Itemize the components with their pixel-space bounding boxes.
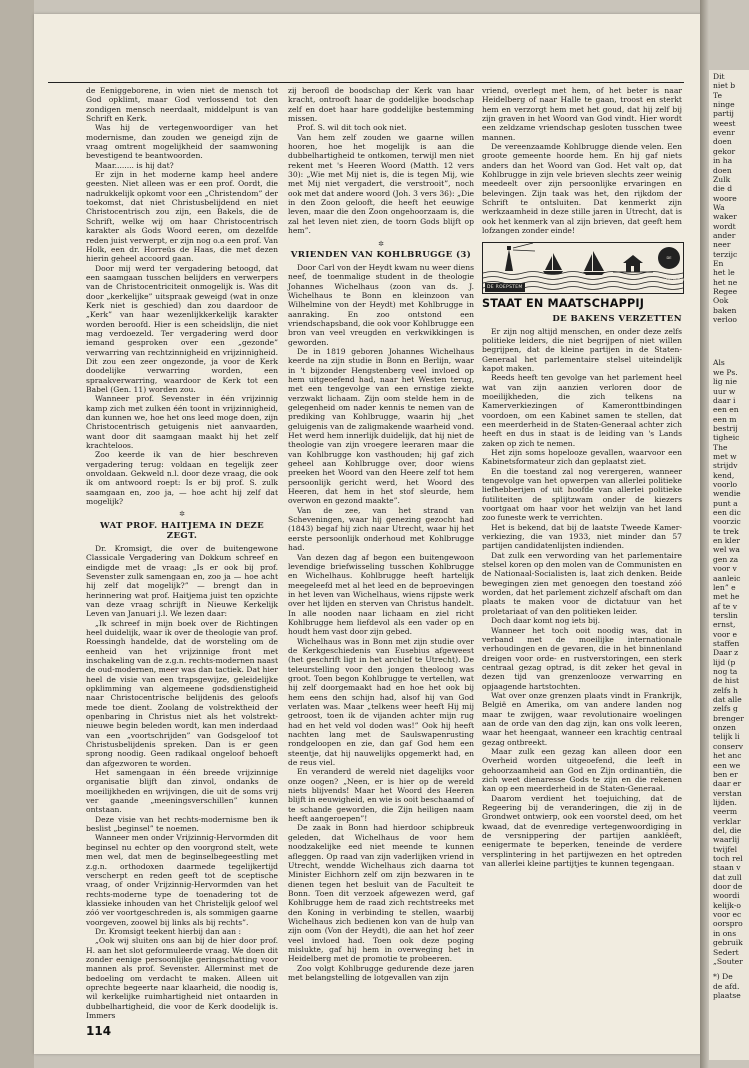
paragraph: Door mij werd ter vergadering betoogd, dat een saamgaan tusschen belijders en verwerpers van de Christocentriciteit onmogelijk is. Was dit door „kerkelijke” uitspraak geweigd (wat in onze Kerk niet is geschied) dan zou daardoor de „Kerk” van haar wezenlijkkerkelijk karakter worden beroofd. Hier is een scheidslijn, die niet mag verdoezeld. Ter vergadering werd door iemand gesproken over een „gezonde” verwarring van rechtzinnigheid en vrijzinnigheid. Dit zou een zeer ongezonde, ja voor de Kerk doodelijke verwarring worden, een spraakverwarring, waardoor de Kerk tot een Babel (Gen. 11) worden zou.: [86, 263, 278, 394]
adjacent-page-line: staffen: [713, 638, 740, 648]
adjacent-page-line: toch rel: [713, 854, 743, 863]
adjacent-page-line: in ha: [713, 156, 733, 166]
paragraph: Wanneer men onder Vrijzinnig-Hervormden dit beginsel nu echter op den voorgrond stelt, wete men wel, dat men de beginselbegeestling met z.g.n. orthodoxen daarmede tegelijkertijd verscherpt en reden geeft tot de sceptische vraag, of onder Vrijzinnig-Hervormden van het rechts-moderne type de toenadering tot de klassieke inhouden van het Christelijk geloof wel zóó ver voortgeschreden is, als sommigen gaarne voorgeven, zoowel bij links als bij rechts”.: [86, 833, 278, 927]
adjacent-page-line: Zulk: [713, 174, 731, 184]
adjacent-page-line: we Ps.: [713, 367, 738, 377]
paragraph: Wichelhaus was in Bonn met zijn studie over de Kerkgeschiedenis van Eusebius afgeweest (het geschrift ligt in het archief te Utrecht). De teleurstelling voor den jongen theoloog was groot. Toen begon Kohlbrugge te vertellen, wat hij zelf doorgemaakt had en hoe het ook bij hem eens den schijn had, alsof hij van God verlaten was. Maar „telkens weer heeft Hij mij getroost, toen ik de vijanden achter mijn rug had en het veld vol doden was!” Ook hij heeft nachten lang met de Saulswapenrusting rondgeloopen en zie, dan gaf God hem een steentje, dat hij nauwelijks opgemerkt had, en de reus viel.: [288, 636, 474, 768]
paragraph: Het samengaan in één breede vrijzinnige organisatie blijft dan zinvol, ondanks de moeilijkheden en wrijvingen, die uit de soms vrij ver gaande „meeningsverschillen” kunnen ontstaan.: [86, 768, 278, 815]
paragraph: Zoo volgt Kohlbrugge gedurende deze jaren met belangstelling de lotgevallen van zijn: [288, 963, 474, 982]
paragraph: Wanneer het toch ooit noodig was, dat in verband met de moeilijke internationale verhoudingen en de gevaren, die in het binnenland dreigen voor orde- en rustverstoringen, een sterk centraal gezag optrad, is dit zeker het geval in dezen tijd van grenzenlooze verwarring en opjaagende hartstochten.: [482, 625, 682, 691]
adjacent-page-line: tigheic: [713, 433, 740, 443]
adjacent-page-line: len” e: [713, 582, 736, 592]
paragraph: Daarom verdient het toejuiching, dat de Regeering bij de veranderingen, die zij in de Grondwet ontwierp, ook een voorstel deed, om het kwaad, dat de evenredige vertegenwoordiging in de versnippering der partijen aanklëeft, eenigermate te beperken, teneinde de verdere versplintering in het partijwezen en het optreden van allerlei kleine partijtjes te kunnen tegengaan.: [482, 793, 682, 869]
paragraph: zij beroofl de boodschap der Kerk van haar kracht, ontrooft haar de goddelijke boodschap zelf en doet haar hare goddelijke bestemming missen.: [288, 86, 474, 124]
adjacent-page-line: neer: [713, 240, 731, 250]
paragraph: De vereenzaamde Kohlbrugge diende velen. Een groote gemeente hoorde hem. En hij gaf niets anders dan het Woord van God. Het valt op, dat Kohlbrugge in zijn vele brieven slechts zeer weinig meedeelt over zijn persoonlijke ervaringen en belevingen. Zijn taak was het, den rijkdom der Schrift te ontsluiten. Dat kenmerkt zijn werkzaamheid in deze stille jaren in Utrecht, dat is ook het kenmerk van al zijn brieven, dat geeft hem lofzangen zonder einde!: [482, 142, 682, 236]
adjacent-page-line: verloo: [713, 315, 737, 325]
adjacent-page-line: Daar z: [713, 648, 739, 658]
adjacent-page-line: ninge: [713, 100, 735, 110]
adjacent-page-line: nog ta: [713, 667, 738, 676]
paragraph: Door Carl von der Heydt kwam nu weer diens neef, de toenmalige student in de theologie Johannes Wichelhaus (zoon van ds. J. Wichelhaus te Bonn en kleinzoon van Wilhelmine von der Heydt) met Kohlbrugge in aanraking. En zoo ontstond een vriendschapsband, die ook voor Kohlbrugge een bron van veel vreugden en verkwikkingen is geworden.: [288, 262, 474, 347]
sun-emblem: DE NEDERLANDER: [658, 247, 680, 269]
adjacent-page-line: voor ec: [713, 910, 742, 920]
adjacent-page-line: de afd.: [713, 981, 740, 991]
adjacent-page-line: ben er: [713, 769, 738, 779]
adjacent-page: [708, 70, 749, 1060]
adjacent-page-line: veerm: [713, 807, 738, 817]
paragraph: Er zijn nog altijd menschen, en onder deze zelfs politieke leiders, die niet begrijpen of niet willen begrijpen, dat de kleine partijen in de Staten-Generaal het parlementaire stelsel uiteindelijk kapot maken.: [482, 326, 682, 373]
adjacent-page-line: gen za: [713, 554, 739, 564]
paragraph: Deze visie van het rechts-modernisme ben ik beslist „beginsel” te noemen.: [86, 814, 278, 834]
paragraph: Wanneer prof. Sevenster in één vrijzinnig kamp zich met zulken één toont in vrijzinnigheid, dan kunnen we, hoe het ons leed moge doen, zijn Christocentrisch getuigenis niet aanvaarden, want door dit saamgaan maakt hij het zelf krachteloos.: [86, 394, 278, 451]
paragraph: Dr. Kromsigt, die over de buitengewone Classicale Vergadering van Dokkum schreef en eindigde met de vraag: „Is er ook bij prof. Sevenster zulk samengaan en, zoo ja — hoe acht hij zelf dat mogelijk?” — brengt dan in herinnering wat prof. Haitjema juist ten opzichte van deze vraag schrijft in Nieuwe Kerkelijk Leven van Januari j.l. We lezen daar:: [86, 543, 278, 619]
paragraph: Was hij de vertegenwoordiger van het modernisme, dan zouden we geneigd zijn de vraag omtrent mogelijkheid der saamwoning bevestigend te beantwoorden.: [86, 123, 278, 161]
paragraph: Het is bekend, dat bij de laatste Tweede Kamer-verkiezing, die van 1933, niet minder dan 57 partijen candidatenlijsten indienden.: [482, 522, 682, 551]
paragraph: Maar........ is hij dat?: [95, 160, 174, 170]
adjacent-page-line: dat zull: [713, 872, 742, 882]
paragraph: vriend, overlegt met hem, of het beter is naar Heidelberg of naar Halle te gaan, troost en sterkt hem en verzorgt hem met het goud, dat hij zelf bij zijn graven in het Woord van God vindt. Hier wordt een zeldzame vriendschap gesloten tusschen twee mannen.: [482, 86, 682, 142]
adjacent-page-line: de hist: [713, 676, 740, 686]
adjacent-page-line: woordi: [713, 891, 740, 901]
adjacent-page-line: met he: [713, 592, 740, 602]
paragraph: De in 1819 geboren Johannes Wichelhaus keerde na zijn studie in Bonn en Berlijn, waar in 't bijzonder Hengstenberg veel invloed op hem uitgeoefend had, naar het Westen terug, met een tengevolge van een ernstige ziekte verzwakt lichaam. Zijn oom stelde hem in de gelegenheid om nader kennis te nemen van de prediking van Kohlbrugge, waarin hij „het geluigenis van de zaligmakende waarheid vond. Het werd hem innerlijk duidelijk, dat hij niet de theologie van zijn vroegere leeraren maar die van Kohlbrugge kon vasthouden; hij gaf zich geheel aan Kohlbrugge over, door wiens preeken het Woord van den Heere zelf tot hem persoonlijk gericht werd, het Woord des Heeren, dat hem in het stof sleurde, hem overwon en gezond maakte”.: [288, 346, 474, 506]
adjacent-page-line: ander: [713, 230, 736, 240]
adjacent-page-line: lijd (p: [713, 657, 736, 667]
adjacent-page-line: strijdv: [713, 461, 738, 471]
adjacent-page-line: bestrij: [713, 423, 738, 433]
adjacent-page-line: Wa: [713, 202, 725, 212]
adjacent-page-line: voorzic: [713, 517, 741, 527]
adjacent-page-line: uur w: [713, 386, 736, 396]
adjacent-page-line: evenr: [713, 128, 735, 138]
section-ornament: ✲: [378, 239, 384, 248]
adjacent-page-line: niet b: [713, 81, 736, 91]
adjacent-page-line: terzijc: [713, 249, 738, 259]
adjacent-page-line: aanleic: [713, 573, 741, 583]
adjacent-page-line: partij: [713, 109, 734, 119]
adjacent-page-line: telijk li: [713, 732, 740, 742]
adjacent-page-line: weest: [713, 118, 736, 128]
paragraph: Reeds heeft ten gevolge van het parlement heel wat van zijn aanzien verloren door de moeilijkheden, die zich telkens na Kamerverkiezingen of Kameronttbindingen voordoen, om een Kabinet samen te stellen, dat een meerderheid in de Staten-Generaal achter zich heeft en dus in staat is de leiding van 's Lands zaken op zich te nemen.: [482, 373, 682, 448]
column-1: [86, 86, 278, 1020]
adjacent-page-line: zelfs h: [713, 685, 738, 695]
adjacent-page-line: het le: [713, 268, 735, 278]
adjacent-page-line: Regee: [713, 287, 738, 297]
adjacent-page-line: staan v: [713, 863, 741, 873]
paragraph: Prof. S. wil dit toch ook niet.: [297, 123, 407, 133]
adjacent-page-line: Ook: [713, 296, 729, 306]
adjacent-page-line: wordt: [713, 221, 736, 231]
paragraph: Maar zulk een gezag kan alleen door een Overheid worden uitgeoefend, die leeft in gehoorzaamheid aan God en Zijn ordinantiën, die zich weet dienaresse Gods te zijn en die rekenen kan op een meerderheid in de Staten-Generaal.: [482, 746, 682, 794]
adjacent-page-line: punt a: [713, 498, 738, 508]
adjacent-page-line: af te v: [713, 601, 738, 611]
adjacent-page-line: En: [713, 259, 724, 268]
adjacent-page-line: The: [713, 442, 728, 452]
article-heading: WAT PROF. HAITJEMA IN DEZE ZEGT.: [99, 520, 265, 541]
adjacent-page-line: ernst,: [713, 620, 736, 630]
adjacent-page-line: een en: [713, 405, 739, 415]
page-fold-shadow: [700, 0, 709, 1068]
adjacent-page-line: kelijk-o: [713, 900, 741, 910]
column-2: [288, 86, 474, 982]
paragraph: Van dezen dag af begon een buitengewoon levendige briefwisseling tusschen Kohlbrugge en Wichelhaus. Kohlbrugge heeft hartelijk meegeleefd met al het leed en de beproevingen in het leven van Wichelhaus, wiens rijpste werk over het lijden en sterven van Christus handelt. In alle nooden naar lichaam en ziel richt Kohlbrugge hem liefdevol als een vader op en houdt hem vast door zijn gebed.: [288, 552, 474, 637]
adjacent-page-line: waarlij: [713, 835, 740, 845]
adjacent-page-line: Als: [713, 358, 725, 368]
adjacent-page-line: voor v: [713, 564, 737, 574]
adjacent-page-line: verstan: [713, 788, 742, 798]
header-rule: [48, 82, 684, 83]
adjacent-page-line: verklar: [713, 816, 741, 826]
paragraph: Zoo keerde ik van de hier beschreven vergadering terug: voldaan en tegelijk zeer onvoldaan. Gekweld n.l. door deze vraag, die ook ik om antwoord roept: Is er bij prof. S. zulk saamgaan en, zoo ja, — hoe acht hij zelf dat mogelijk?: [86, 450, 278, 507]
adjacent-page-line: het anc: [713, 751, 742, 761]
binding-gutter: [0, 0, 34, 1068]
paragraph: „Ook wij sluiten ons aan bij de hier door prof. H. aan het slot geformuleerde vraag. We doen dit zonder eenige persoonlijke geringschatting voor mannen als prof. Sevenster. Allerminst met de bedoeling om verdacht te maken. Alleen uit oprechte begeerte naar klaarheid, die noodig is, wil kerkelijke ruimhartigheid niet ontaarden in dubbelhartigheid, die voor de Kerk doodelijk is. Immers: [86, 936, 278, 1020]
adjacent-page-line: gekor: [713, 146, 736, 156]
adjacent-page-line: conserv: [713, 741, 744, 751]
paragraph: Er zijn in het moderne kamp heel andere geesten. Niet alleen was er een prof. Oordt, die nadrukkelijk opkomt voor een „Christendom” der toekomst, dat niet Christusbelijdend en niet Christocentrisch zou zijn, een Bakels, die de Schrift, welke wij om haar Christocentrisch karakter als Gods Woord eeren, om dezelfde reden juist verwerpt, er zijn nog o.a een prof. Van Holk, een dr. Horreüs de Haas, die met dezen hierin geheel accoord gaan.: [86, 170, 278, 264]
adjacent-page-line: Dit: [713, 72, 725, 81]
adjacent-page-line: die d: [713, 184, 733, 194]
adjacent-page-line: in ons: [713, 928, 737, 938]
paragraph: Van hem zelf zouden we gaarne willen hooren, hoe het mogelijk is aan die dubbelhartigheid te ontkomen, terwijl men niet rekent met 's Heeren Woord (Matth. 12 vers 30): „Wie met Mij niet is, die is tegen Mij, wie met Mij niet vergadert, die verstrooit”, noch ook met dat andere woord (Joh. 3 vers 36): „Die in den Zoon gelooft, die heeft het eeuwige leven, maar die den Zoon ongehoorzaam is, die zal het leven niet zien, de toorn Gods blijft op hem”.: [288, 132, 474, 236]
adjacent-page-line: daar i: [713, 395, 736, 405]
paragraph: Wat over onze grenzen plaats vindt in Frankrijk, België en Amerika, om van andere landen nog maar te zwijgen, waar revolutionaire woelingen aan de orde van den dag zijn, kan ons volk leeren, waar het heengaat, wanneer een krachtig centraal gezag ontbreekt.: [482, 690, 682, 747]
article-heading: DE BAKENS VERZETTEN: [552, 313, 682, 324]
adjacent-page-line: en kler: [713, 536, 740, 546]
paragraph: En die toestand zal nog verergeren, wanneer tengevolge van het opwerpen van allerlei politieke liefhebberijen of uit hoofde van allerlei politieke futiliteiten de splijtzwam onder de kiezers voortgaat om haar voor het welzijn van het land zoo funeste werk te verrichten.: [482, 466, 682, 523]
adjacent-page-line: een dic: [713, 508, 741, 518]
adjacent-page-line: voor e: [713, 629, 737, 639]
adjacent-page-line: „Souter: [713, 956, 743, 966]
adjacent-page-line: lijden.: [713, 797, 737, 807]
banner-label: DE ROEPSTEM: [485, 283, 525, 292]
adjacent-page-line: een we: [713, 760, 741, 770]
paragraph: Van de zee, van het strand van Scheveningen, waar hij genezing gezocht had (1843) begaf hij zich naar Utrecht, waar hij het eerste persoonlijk onderhoud met Kohlbrugge had.: [288, 505, 474, 553]
adjacent-page-line: een m: [713, 414, 737, 424]
page-number: 114: [86, 1024, 112, 1038]
paragraph: Het zijn soms hopelooze gevallen, waarvoor een Kabinetsformateur zich dan geplaatst ziet.: [482, 447, 682, 467]
section-title: STAAT EN MAATSCHAPPIJ: [482, 296, 645, 310]
paragraph: De zaak in Bonn had hierdoor schipbreuk geleden, dat Wichelhaus de voor hem noodzakelijke eed niet meende te kunnen afleggen. Op raad van zijn vaderlijken vriend in Utrecht, wendde Wichelhaus zich daarna tot Minister Eichhorn zelf om zijn bezwaren in te dienen tegen het besluit van de Faculteit te Bonn. Toen dit verzoek afgewezen werd, gaf Kohlbrugge hem de raad zich rechtstreeks met den Koning in verbinding te stellen, waarbij Wichelhaus zich bedienen kon van de hulp van zijn oom (Von der Heydt), die aan het hof zeer veel invloed had. Toen ook deze poging mislukte, gaf hij hem in overweging het in Heidelberg met de promotie te probeeren.: [288, 823, 474, 964]
adjacent-page-line: woore: [713, 193, 737, 203]
adjacent-page-line: wendie: [713, 489, 741, 499]
adjacent-page-line: baken: [713, 305, 737, 315]
paragraph: En veranderd de wereld niet dagelijks voor onze oogen? „Neen, er is hier op de wereld niets blijvends! Maar het Woord des Heeren blijft in eeuwigheid, en wie is ooit beschaamd of te schande geworden, die Zijn heiligen naam heeft aangeroepen”!: [288, 767, 474, 824]
adjacent-page-line: dat alle: [713, 695, 742, 705]
adjacent-page-line: onzen: [713, 723, 736, 733]
adjacent-page-line: del, die: [713, 825, 742, 835]
adjacent-page-line: te trek: [713, 526, 739, 536]
adjacent-page-line: Te: [713, 90, 722, 100]
adjacent-page-line: doen: [713, 137, 732, 147]
adjacent-page-line: kend,: [713, 470, 735, 480]
adjacent-page-line: daar er: [713, 779, 742, 789]
adjacent-page-line: gebruik: [713, 938, 743, 948]
section-ornament: ✲: [179, 510, 185, 519]
adjacent-page-line: brenger: [713, 713, 744, 723]
adjacent-page-line: het ne: [713, 277, 738, 287]
adjacent-page-line: wel wa: [713, 545, 740, 555]
adjacent-page-line: voorlo: [713, 480, 738, 489]
adjacent-page-line: zelfs g: [713, 704, 738, 714]
paragraph: Doch daar komt nog iets bij.: [491, 616, 601, 626]
adjacent-page-line: waker: [713, 212, 737, 222]
article-heading: VRIENDEN VAN KOHLBRUGGE (3): [290, 249, 472, 260]
adjacent-page-line: Sedert: [713, 947, 739, 957]
column-3: [482, 86, 686, 869]
paragraph: de Eeniggeborene, in wien niet de mensch tot God opklimt, maar God verlossend tot den zondigen mensch neerdaalt, middelpunt is van Schrift en Kerk.: [86, 86, 278, 124]
adjacent-page-line: plaatse: [713, 990, 741, 1000]
paragraph: „Ik schreef in mijn boek over de Richtingen heel duidelijk, waar ik over de theologie van prof. Roessingh handelde, dat de worsteling om de eenheid van het vrijzinnige front met inschakeling van de z.g.n. rechts-modernen naast de oud-modernen, meer was dan tactiek. Dat hier heel de visie van een trapsgewijze, geleidelijke opklimming van algemeene godsdienstigheid naar Christocentrische belijdenis des geloofs mede toe dient. Zoolang de volstrektheid der openbaring in Christus niet als het volstrekt-nieuwe begin beleden wordt, kan men inderdaad van een „voortschrijden” van Godsgeloof tot Christusbelijdenis spreken. Dan is er geen sprong noodig. Geen radikaal ongeloof behoeft dan afgezworen te worden.: [86, 618, 278, 768]
adjacent-page-line: terslin: [713, 610, 738, 620]
paragraph: Dat zulk een verwording van het parlementaire stelsel koren op den molen van de Communisten en de Nationaal-Socialisten is, laat zich denken. Beide bewegingen zien met genoegen den toestand zóó worden, dat het parlement zichzelf afschaft om dan plaats te maken voor de dictatuur van het proletariaat of van den politieken leider.: [482, 550, 682, 616]
adjacent-page-line: *) De: [713, 972, 733, 982]
adjacent-page-line: oorspro: [713, 919, 743, 929]
section-banner-illustration: [482, 242, 684, 294]
adjacent-page-line: met w: [713, 451, 737, 461]
adjacent-page-line: twijfel: [713, 844, 738, 854]
adjacent-page-line: lig nie: [713, 377, 737, 387]
adjacent-page-line: doen: [713, 165, 732, 175]
paragraph: Dr. Kromsigt teekent hierbij dan aan :: [95, 926, 242, 936]
adjacent-page-line: door de: [713, 882, 743, 892]
